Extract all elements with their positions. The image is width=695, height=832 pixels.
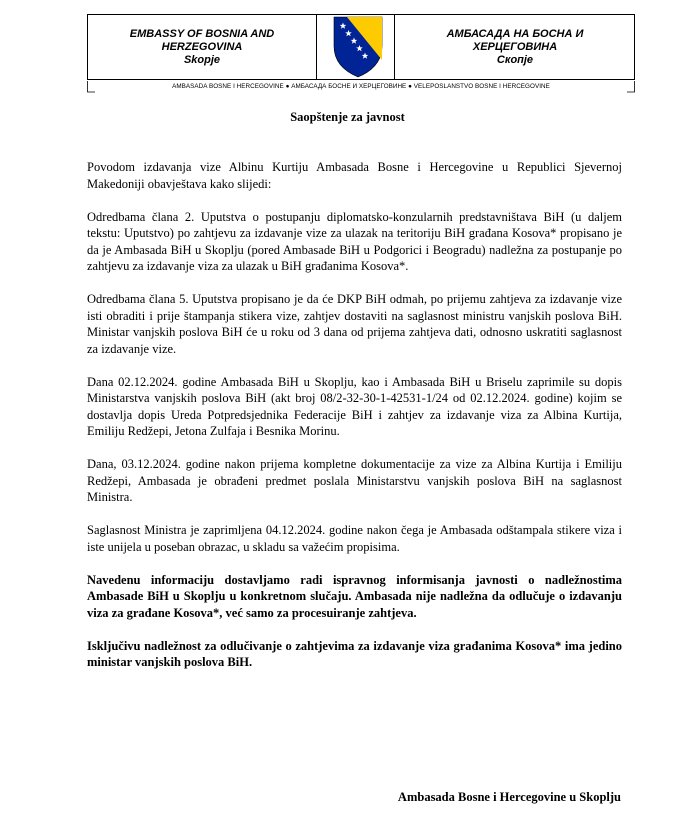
embassy-name-cyr-line2: ХЕРЦЕГОВИНА — [472, 40, 558, 53]
bold-paragraph: Isključivu nadležnost za odlučivanje o zahtjevima za izdavanje viza građanima Kosova* ima jedino ministar vanjskih poslova BiH. — [87, 638, 622, 669]
embassy-name-cyr-line1: АМБАСАДА НА БОСНА И — [446, 27, 584, 40]
bold-paragraph: Navedenu informaciju dostavljamo radi ispravnog informisanja javnosti o nadležnostima Ambasade BiH u Skoplju u konkretnom slučaju. Ambasada nije nadležna da odlučuje o izdavanju viza za građane Kosova*, već samo za procesuiranje zahtjeva. — [87, 572, 622, 620]
coat-of-arms-icon — [333, 16, 383, 78]
subline-text: AMBASADA BOSNE I HERCEGOVINE ● АМБАСАДА БОСНЕ И ХЕРЦЕГОВИНЕ ● VELEPOSLANSTVO BOSNE I HERCEGOVINE — [172, 83, 550, 90]
document-body — [87, 159, 622, 687]
paragraph: Dana 02.12.2024. godine Ambasada BiH u Skoplju, kao i Ambasada BiH u Briselu zaprimile su dopis Ministarstva vanjskih poslova BiH (akt broj 08/2-32-30-1-42531-1/24 od 02.12.2024. godine) kojim se dostavlja dopis Ureda Potpredsjednika Federacije BiH i zahtjev za izdavanje viza za Albina Kurtija, Emiliju Redžepi, Jetona Zulfaja i Besnika Morinu. — [87, 374, 622, 438]
paragraph: Povodom izdavanja vize Albinu Kurtiju Ambasada Bosne i Hercegovine u Republici Sjevernoj Makedoniji obavještava kako slijedi: — [87, 160, 622, 191]
embassy-city-en: Skopje — [183, 53, 221, 66]
embassy-name-en-line1: EMBASSY OF BOSNIA AND — [129, 27, 275, 40]
page-title: Saopštenje za javnost — [290, 110, 405, 124]
signature: Ambasada Bosne i Hercegovine u Skoplju — [397, 790, 621, 804]
letterhead-subline — [87, 81, 635, 102]
letterhead-cyrillic — [394, 15, 636, 79]
embassy-city-cyr: Скопје — [496, 53, 534, 66]
embassy-name-en-line2: HERZEGOVINA — [161, 40, 243, 53]
letterhead-divider-left — [316, 15, 317, 79]
paragraph: Dana, 03.12.2024. godine nakon prijema kompletne dokumentacije za vize za Albina Kurtija i Emiliju Redžepi, Ambasada je obrađeni predmet poslala Ministarstvu vanjskih poslova BiH na saglasnost Ministra. — [87, 457, 622, 504]
paragraph: Saglasnost Ministra je zaprimljena 04.12.2024. godine nakon čega je Ambasada odštampala stikere viza i iste unijela u poseban obrazac, u skladu sa važećim propisima. — [87, 523, 622, 554]
letterhead — [87, 14, 635, 80]
paragraph: Odredbama člana 2. Uputstva o postupanju diplomatsko-konzularnih predstavništava BiH (u daljem tekstu: Uputstvo) po zahtjevu za izdavanje vize za ulazak na teritoriju BiH građana Kosova* propisano je da je Ambasada BiH u Skoplju (pored Ambasade BiH u Podgorici i Beogradu) nadležna za postupanje po zahtjevu za izdavanje viza za ulazak u BiH građanima Kosova*. — [87, 209, 622, 273]
letterhead-english — [88, 15, 316, 79]
paragraph: Odredbama člana 5. Uputstva propisano je da će DKP BiH odmah, po prijemu zahtjeva za izdavanje vize isti obraditi i prije štampanja stikera vize, zahtjev dostaviti na saglasnost ministru vanjskih poslova BiH. Ministar vanjskih poslova BiH će u roku od 3 dana od prijema zahtjeva dati, odnosno uskratiti saglasnost za izdavanje vize. — [87, 292, 622, 356]
